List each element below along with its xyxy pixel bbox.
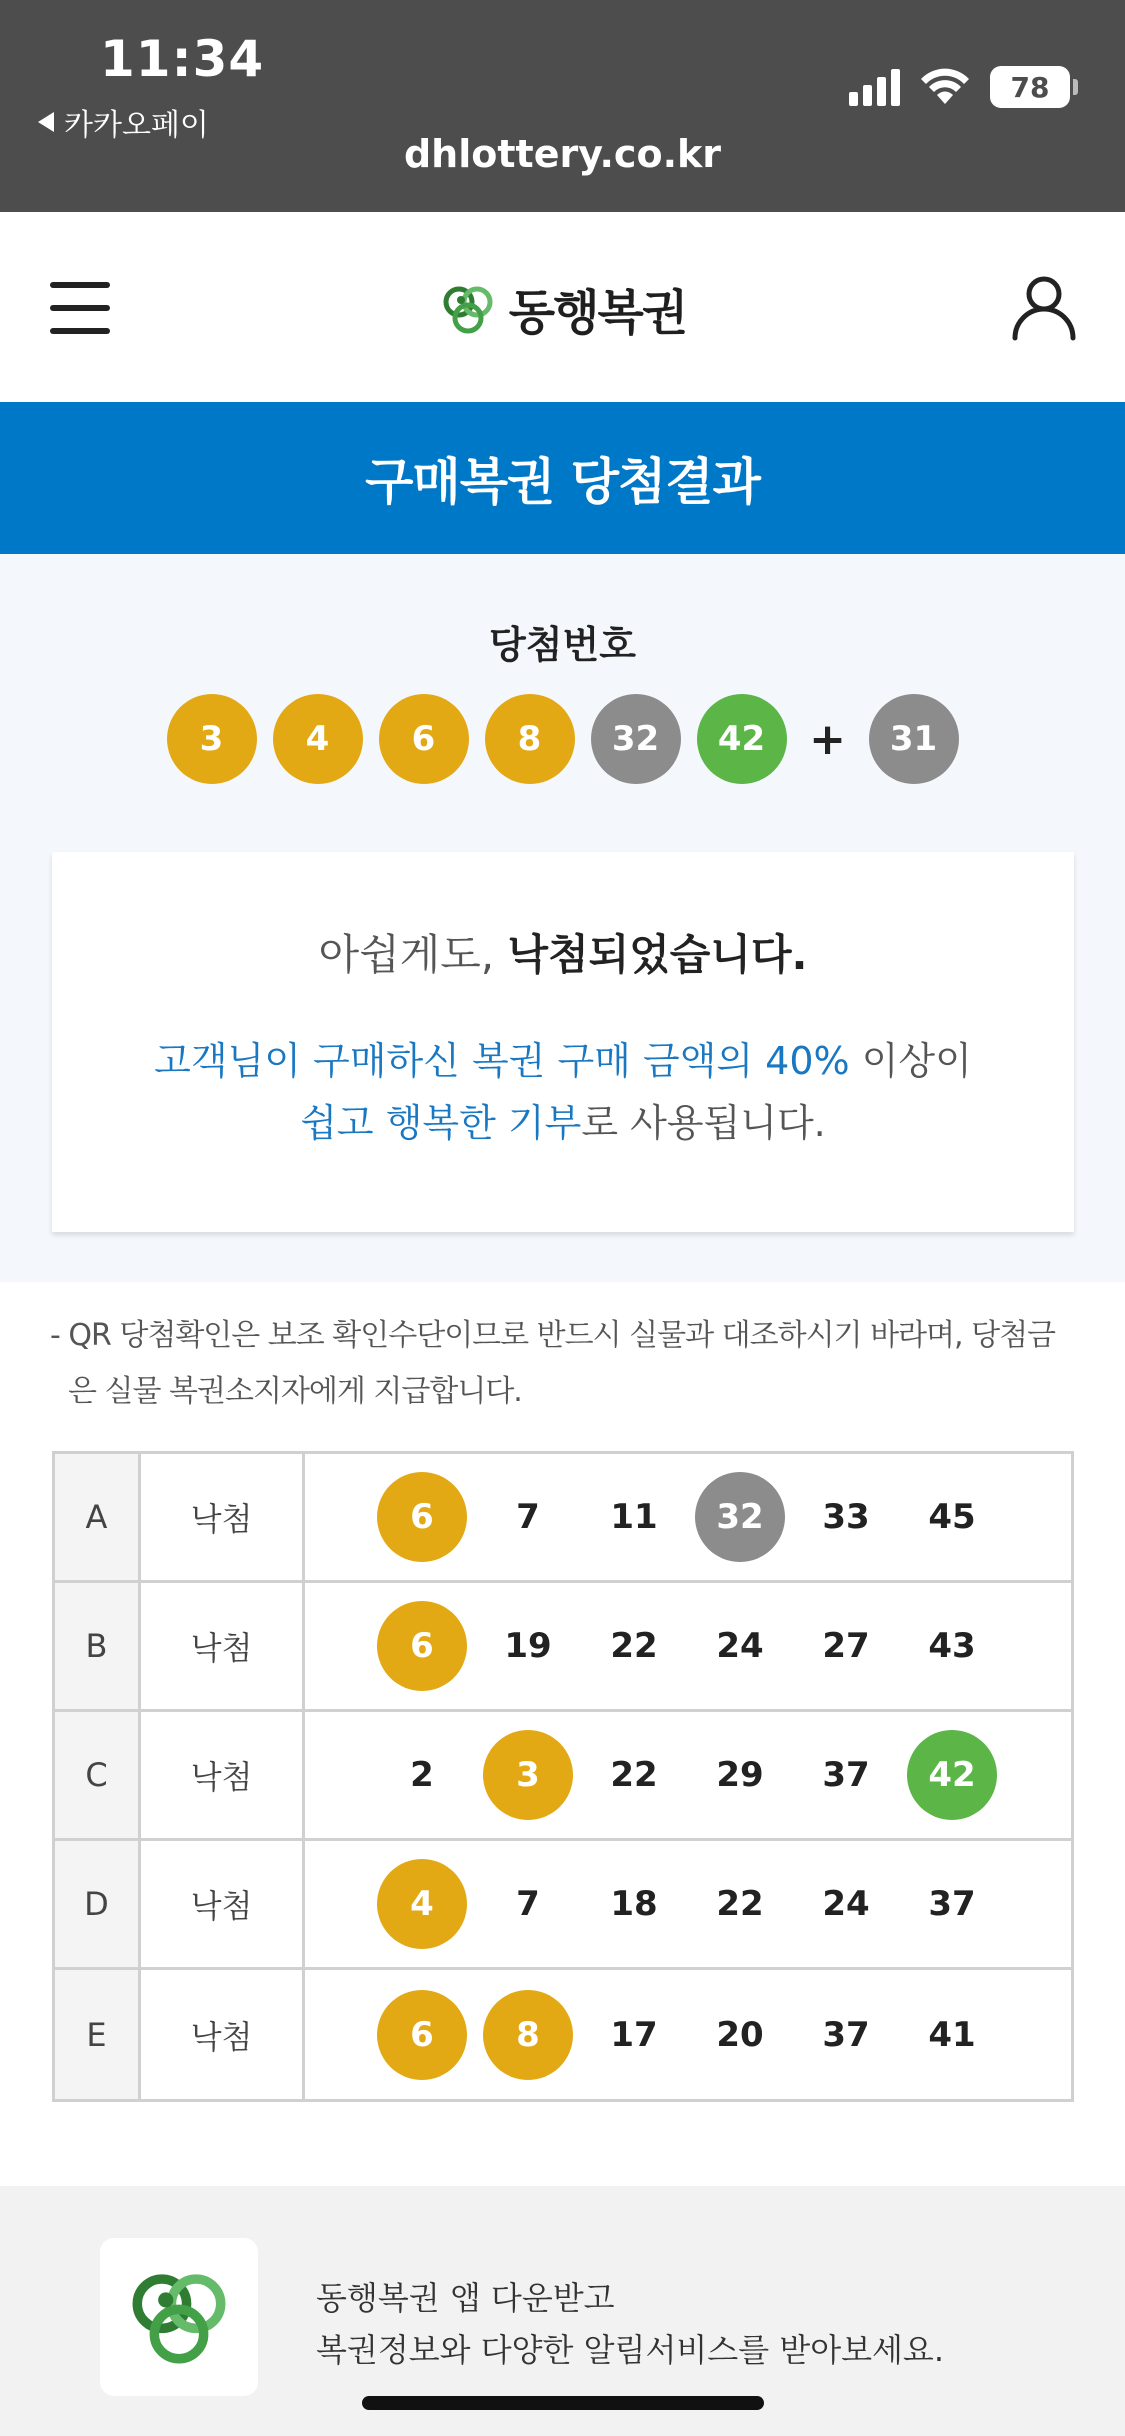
- result-status: 낙첨되었습니다.: [507, 930, 808, 979]
- matched-number: 8: [483, 1990, 573, 2080]
- game-result: 낙첨: [141, 1970, 305, 2099]
- ticket-number: 17: [610, 2014, 658, 2055]
- status-time: 11:34: [100, 30, 265, 88]
- matched-number: 42: [907, 1730, 997, 1820]
- signal-icon: [849, 68, 900, 106]
- notice-line1: - QR 당첨확인은 보조 확인수단이므로 반드시 실물과 대조하시기 바라며, 당첨금: [50, 1318, 1056, 1353]
- game-numbers: [305, 1970, 1071, 2099]
- donation-message: [52, 1030, 1074, 1154]
- site-header: [0, 212, 1125, 402]
- notice-line2: 은 실물 복권소지자에게 지급합니다.: [68, 1374, 522, 1409]
- ticket-number: 7: [516, 1884, 540, 1924]
- winning-ball: 42: [697, 694, 787, 784]
- game-numbers: [305, 1583, 1071, 1709]
- ticket-number: 22: [716, 1884, 764, 1924]
- matched-number: 6: [377, 1990, 467, 2080]
- bonus-plus-sign: +: [809, 713, 846, 765]
- site-logo[interactable]: [0, 274, 1125, 343]
- matched-number: 6: [377, 1472, 467, 1562]
- ticket-number: 7: [516, 1497, 540, 1537]
- ticket-number: 27: [822, 1626, 870, 1666]
- app-download-text: [316, 2272, 944, 2376]
- game-result: 낙첨: [141, 1454, 305, 1580]
- footer-line2: 복권정보와 다양한 알림서비스를 받아보세요.: [316, 2331, 945, 2369]
- winning-numbers: [0, 694, 1125, 784]
- matched-number: 3: [483, 1730, 573, 1820]
- ticket-number: 22: [610, 1755, 658, 1795]
- winning-ball: 3: [167, 694, 257, 784]
- winning-ball: 6: [379, 694, 469, 784]
- back-app-label: 카카오페이: [64, 108, 209, 143]
- game-result: 낙첨: [141, 1712, 305, 1838]
- donation-line1-rest: 이상이: [849, 1039, 972, 1083]
- game-numbers: [305, 1454, 1071, 1580]
- ticket-number: 20: [716, 2014, 764, 2055]
- donation-line2-rest: 로 사용됩니다.: [581, 1101, 826, 1145]
- matched-number: 4: [377, 1859, 467, 1949]
- back-triangle-icon: [38, 112, 54, 132]
- status-bar: [0, 0, 1125, 212]
- matched-number: 32: [695, 1472, 785, 1562]
- ticket-number: 24: [716, 1626, 764, 1666]
- ticket-number: 22: [610, 1626, 658, 1666]
- url-bar[interactable]: dhlottery.co.kr: [403, 132, 722, 176]
- ticket-number: 45: [928, 1497, 976, 1537]
- game-label: C: [55, 1712, 141, 1838]
- bonus-ball: 31: [869, 694, 959, 784]
- ticket-number: 33: [822, 1497, 870, 1537]
- game-result: 낙첨: [141, 1583, 305, 1709]
- winning-numbers-label: 당첨번호: [489, 623, 636, 667]
- game-result: 낙첨: [141, 1841, 305, 1967]
- game-numbers: [305, 1712, 1071, 1838]
- table-row: [55, 1454, 1071, 1583]
- ticket-number: 24: [822, 1884, 870, 1924]
- donation-line2-highlight: 쉽고 행복한 기부: [300, 1101, 582, 1145]
- winning-ball: 8: [485, 694, 575, 784]
- game-label: B: [55, 1583, 141, 1709]
- ticket-number: 18: [610, 1884, 658, 1924]
- dhlottery-app-icon[interactable]: [100, 2238, 258, 2396]
- clover-logo-icon: [124, 2262, 234, 2372]
- clover-logo-icon: [439, 280, 497, 338]
- ticket-number: 11: [610, 1497, 658, 1537]
- ticket-number: 37: [822, 1755, 870, 1795]
- winning-ball: 32: [591, 694, 681, 784]
- ticket-number: 41: [928, 2014, 976, 2055]
- ticket-number: 37: [822, 2014, 870, 2055]
- ticket-number: 43: [928, 1626, 976, 1666]
- table-row: [55, 1970, 1071, 2099]
- system-icons: [849, 66, 1070, 108]
- result-prefix: 아쉽게도,: [318, 930, 508, 979]
- matched-number: 6: [377, 1601, 467, 1691]
- ticket-results-table: [52, 1451, 1074, 2102]
- ticket-number: 2: [410, 1755, 434, 1795]
- winning-ball: 4: [273, 694, 363, 784]
- game-label: D: [55, 1841, 141, 1967]
- game-label: A: [55, 1454, 141, 1580]
- home-indicator[interactable]: [362, 2396, 764, 2410]
- table-row: [55, 1841, 1071, 1970]
- table-row: [55, 1583, 1071, 1712]
- game-label: E: [55, 1970, 141, 2099]
- logo-text: 동행복권: [508, 285, 687, 341]
- table-row: [55, 1712, 1071, 1841]
- user-icon[interactable]: [1009, 272, 1079, 342]
- results-section: [0, 554, 1125, 1282]
- qr-notice: [50, 1308, 1080, 1420]
- result-message: [52, 922, 1074, 982]
- ticket-number: 37: [928, 1884, 976, 1924]
- battery-icon: 78: [990, 66, 1070, 108]
- game-numbers: [305, 1841, 1071, 1967]
- page-title: 구매복권 당첨결과: [0, 402, 1125, 554]
- wifi-icon: [920, 68, 970, 106]
- result-message-card: [52, 852, 1074, 1232]
- ticket-number: 29: [716, 1755, 764, 1795]
- ticket-number: 19: [504, 1626, 552, 1666]
- donation-line1-highlight: 고객님이 구매하신 복권 구매 금액의 40%: [154, 1039, 850, 1083]
- footer-line1: 동행복권 앱 다운받고: [316, 2279, 615, 2317]
